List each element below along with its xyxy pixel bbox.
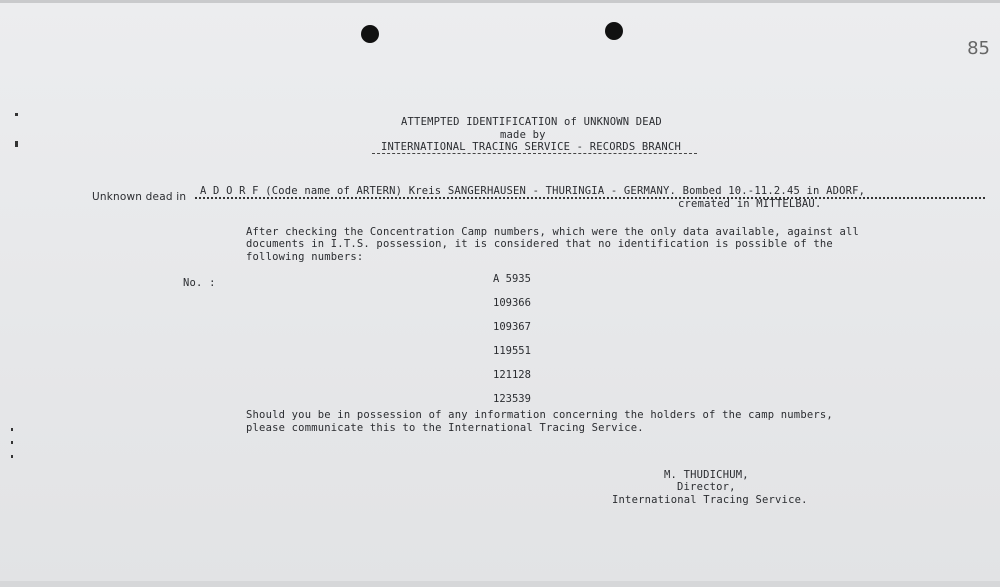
- unknown-dead-details: A D O R F (Code name of ARTERN) Kreis SANGERHAUSEN - THURINGIA - GERMANY. Bombed 10.-11.2.45 in ADORF,: [200, 185, 866, 197]
- margin-mark: [15, 113, 18, 116]
- body-paragraph-line: documents in I.T.S. possession, it is considered that no identification is possible of the: [246, 238, 833, 250]
- camp-number: 121128: [493, 369, 531, 381]
- header-made-by: made by: [500, 129, 546, 141]
- page-bottom-edge: [0, 581, 1000, 587]
- punch-hole-left: [361, 25, 379, 43]
- signature-organization: International Tracing Service.: [612, 494, 808, 506]
- numbers-label: No. :: [183, 277, 216, 289]
- camp-number: 119551: [493, 345, 531, 357]
- camp-number: 109367: [493, 321, 531, 333]
- page-number: 85: [967, 38, 990, 59]
- margin-mark: [11, 455, 13, 458]
- unknown-dead-label: Unknown dead in: [92, 191, 187, 203]
- camp-number: 109366: [493, 297, 531, 309]
- body-paragraph-line: following numbers:: [246, 251, 364, 263]
- header-title: ATTEMPTED IDENTIFICATION of UNKNOWN DEAD: [401, 116, 662, 128]
- closing-paragraph-line: please communicate this to the International Tracing Service.: [246, 422, 644, 434]
- body-paragraph-line: After checking the Concentration Camp numbers, which were the only data available, against all: [246, 226, 860, 238]
- signature-title: Director,: [677, 481, 736, 493]
- punch-hole-right: [605, 22, 623, 40]
- margin-mark: [11, 428, 13, 431]
- dotted-fill-line: [195, 197, 985, 199]
- margin-mark: [11, 441, 13, 444]
- header-organization: INTERNATIONAL TRACING SERVICE - RECORDS BRANCH: [381, 141, 681, 153]
- signature-name: M. THUDICHUM,: [664, 469, 749, 481]
- unknown-dead-details-continued: cremated in MITTELBAU.: [678, 198, 822, 210]
- margin-mark: [15, 141, 18, 147]
- page-top-edge: [0, 0, 1000, 3]
- camp-number: A 5935: [493, 273, 531, 285]
- closing-paragraph-line: Should you be in possession of any information concerning the holders of the camp numbers,: [246, 409, 833, 421]
- header-dashed-rule: [372, 153, 697, 154]
- camp-number: 123539: [493, 393, 531, 405]
